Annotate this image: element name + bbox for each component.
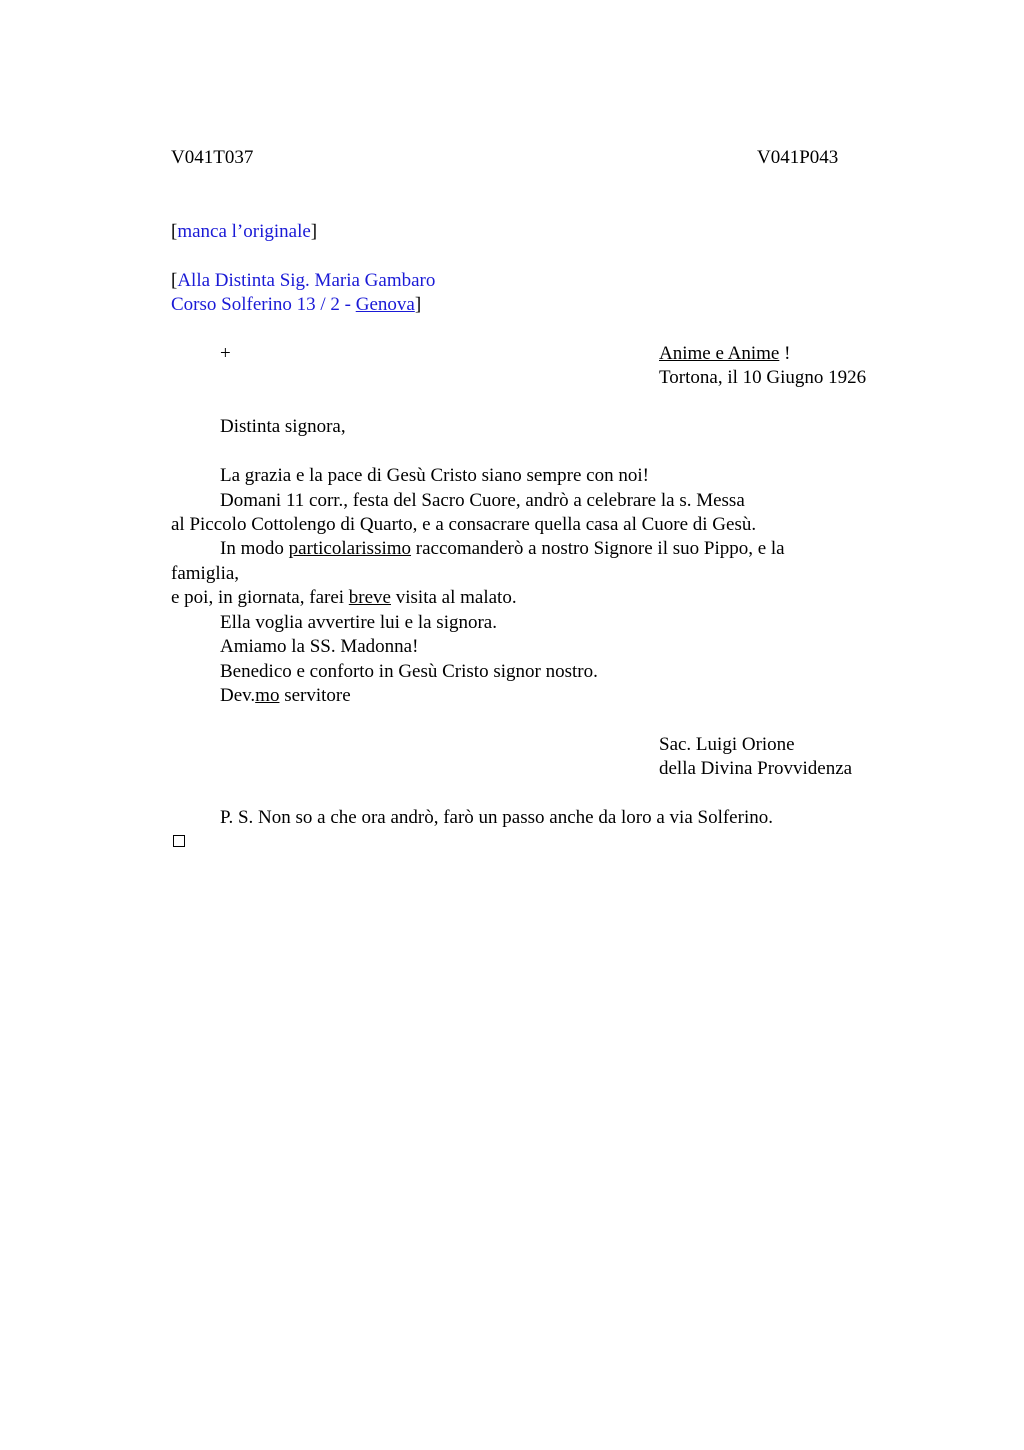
- body-line: famiglia,: [171, 563, 240, 584]
- document-code-right: V041P043: [757, 147, 839, 168]
- salutation: Distinta signora,: [220, 416, 346, 437]
- body-line: Domani 11 corr., festa del Sacro Cuore, andrò a celebrare la s. Messa: [220, 490, 745, 511]
- signature-name: Sac. Luigi Orione: [659, 734, 795, 755]
- body-line: Benedico e conforto in Gesù Cristo signor nostro.: [220, 661, 598, 682]
- document-code-left: V041T037: [171, 147, 254, 168]
- body-line: Ella voglia avvertire lui e la signora.: [220, 612, 497, 633]
- editorial-note: [manca l’originale]: [171, 221, 318, 242]
- motto: Anime e Anime !: [659, 343, 791, 364]
- address-line-2: Corso Solferino 13 / 2 - Genova]: [171, 294, 422, 315]
- closing: Dev.mo servitore: [220, 685, 351, 706]
- body-line: e poi, in giornata, farei breve visita al malato.: [171, 587, 517, 608]
- body-line: Amiamo la SS. Madonna!: [220, 636, 419, 657]
- editorial-note-text: manca l’originale: [177, 221, 311, 242]
- place-date: Tortona, il 10 Giugno 1926: [659, 367, 867, 388]
- address-city: Genova: [355, 294, 415, 315]
- cross-symbol: +: [220, 343, 231, 364]
- address-line-1: [Alla Distinta Sig. Maria Gambaro: [171, 270, 436, 291]
- postscript: P. S. Non so a che ora andrò, farò un passo anche da loro a via Solferino.: [220, 807, 773, 828]
- signature-title: della Divina Provvidenza: [659, 758, 853, 779]
- body-line: al Piccolo Cottolengo di Quarto, e a consacrare quella casa al Cuore di Gesù.: [171, 514, 757, 535]
- body-line: In modo particolarissimo raccomanderò a nostro Signore il suo Pippo, e la: [220, 538, 785, 559]
- body-line: La grazia e la pace di Gesù Cristo siano sempre con noi!: [220, 465, 649, 486]
- end-marker-box: [173, 835, 185, 847]
